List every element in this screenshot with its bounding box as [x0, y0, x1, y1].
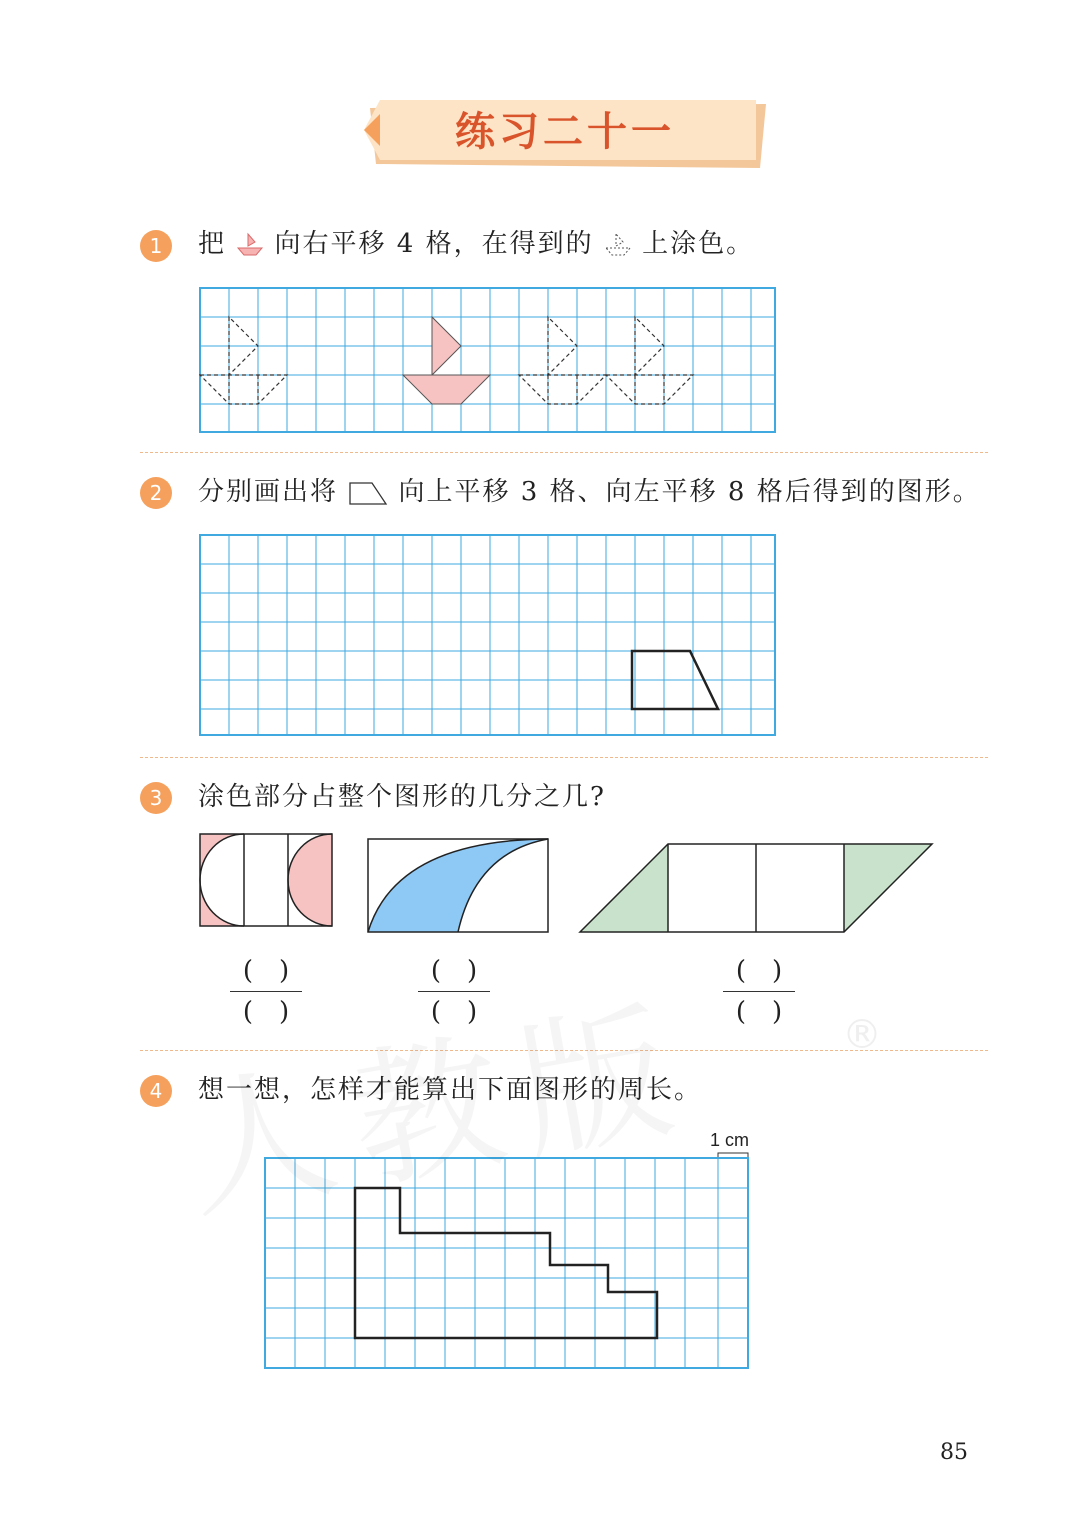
q1-text-part-3: 上涂色。	[642, 229, 755, 259]
question-3-text: 涂色部分占整个图形的几分之几?	[198, 782, 606, 812]
unit-label: 1 cm	[710, 1130, 750, 1150]
q2-grid	[199, 533, 779, 737]
page-title: 练习二十一	[455, 108, 675, 155]
q1-text-part-2: 向右平移 4 格，在得到的	[274, 229, 594, 259]
figure-parallelogram	[578, 840, 934, 940]
boat-icon	[236, 231, 264, 259]
dashed-boat-icon	[604, 231, 632, 259]
trapezoid-icon	[348, 480, 388, 506]
dashed-boat-1	[200, 317, 287, 404]
page-number: 85	[940, 1440, 968, 1465]
q2-text-part-2: 向上平移 3 格、向左平移 8 格后得到的图形。	[398, 477, 981, 507]
question-1-text	[198, 228, 754, 260]
q1-grid	[199, 286, 779, 434]
figure-semicircles	[198, 832, 338, 932]
question-3-badge: 3	[140, 782, 172, 814]
question-2-text	[198, 476, 981, 508]
dashed-boat-2	[519, 317, 606, 404]
q2-text-part-1: 分别画出将	[198, 477, 339, 507]
pink-boat	[403, 317, 490, 404]
figure-curved-band	[366, 836, 552, 936]
question-2-badge: 2	[140, 477, 172, 509]
question-4-badge: 4	[140, 1075, 172, 1107]
divider-1	[140, 452, 988, 453]
q1-text-part-1: 把	[198, 229, 227, 259]
dashed-boat-3	[606, 317, 693, 404]
question-4-text: 想一想，怎样才能算出下面图形的周长。	[198, 1075, 703, 1105]
divider-2	[140, 757, 988, 758]
question-1-badge: 1	[140, 230, 172, 262]
registered-mark: ®	[842, 1012, 882, 1058]
